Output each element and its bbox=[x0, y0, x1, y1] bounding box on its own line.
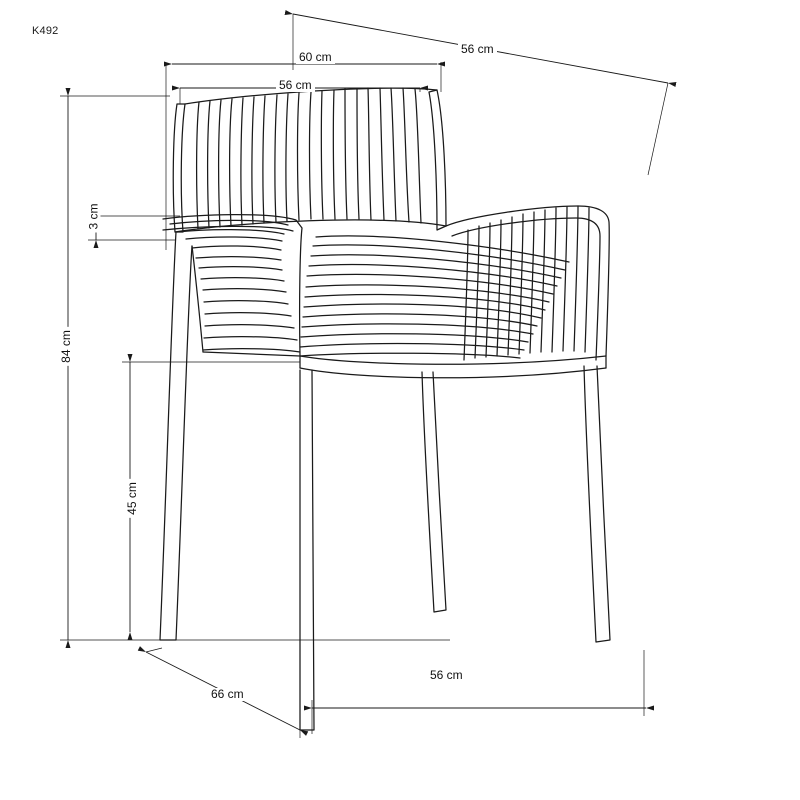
dimension-label-total-height: 84 cm bbox=[60, 327, 73, 366]
dimension-label-armrest-thickness: 3 cm bbox=[88, 200, 101, 232]
dimension-label-width-backrest: 56 cm bbox=[276, 79, 315, 92]
dimension-label-width-seat-top: 60 cm bbox=[296, 51, 335, 64]
dimension-label-depth-bottom: 66 cm bbox=[208, 688, 247, 701]
dimension-label-seat-height: 45 cm bbox=[126, 479, 139, 518]
dimension-label-depth-diagonal: 56 cm bbox=[458, 43, 497, 56]
model-code-label: K492 bbox=[32, 25, 59, 37]
chair-outline bbox=[160, 88, 610, 730]
dimension-label-width-bottom: 56 cm bbox=[427, 669, 466, 682]
